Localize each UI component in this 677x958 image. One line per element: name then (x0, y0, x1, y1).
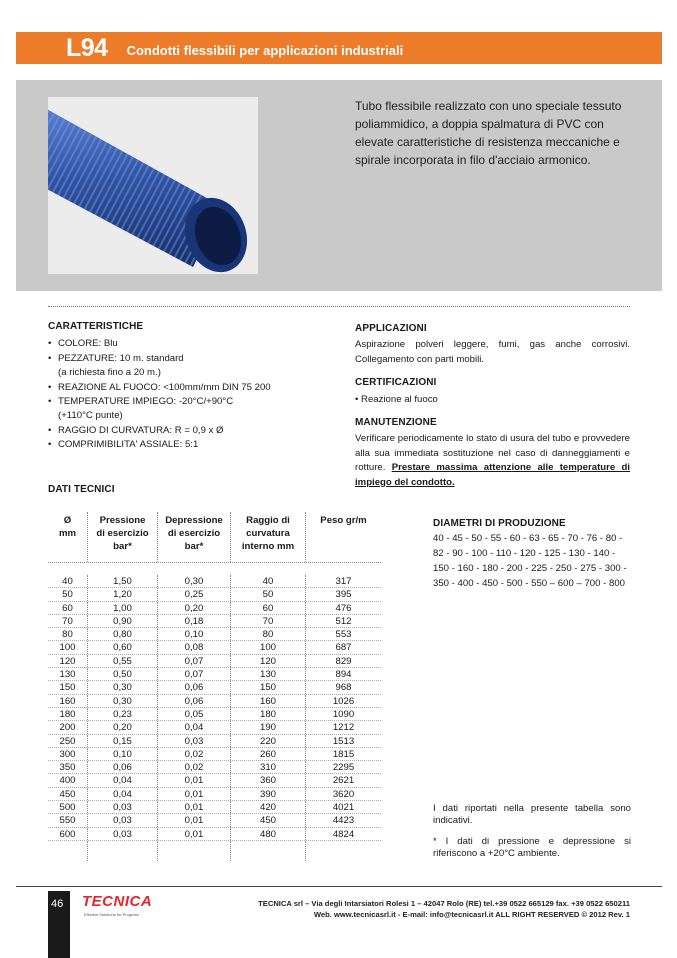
list-item: • PEZZATURE: 10 m. standard (a richiesta fino a 20 m.) (48, 352, 308, 381)
table-cell: 150 (48, 681, 88, 693)
intro-panel (16, 80, 662, 291)
table-cell: 1090 (332, 708, 355, 720)
footer-divider (16, 886, 662, 887)
table-body (48, 563, 381, 841)
table-cell: 0,06 (158, 695, 231, 707)
table-row (48, 602, 381, 615)
info-section (355, 322, 630, 499)
table-row (48, 588, 381, 601)
applicazioni-title: APPLICAZIONI (355, 323, 427, 334)
table-cell: 40 (231, 575, 306, 587)
note-pressione: * I dati di pressione e depressione si riferiscono a +20°C ambiente. (433, 836, 631, 859)
table-cell: 894 (335, 669, 352, 681)
table-cell: 310 (231, 761, 306, 773)
table-cell: 0,08 (158, 641, 231, 653)
footer-web: Web. www.tecnicasrl.it - E-mail: info@tecnicasrl.it ALL RIGHT RESERVED © 2012 Rev. 1 (313, 910, 630, 919)
certificazioni-block (355, 376, 630, 407)
table-cell: 476 (335, 602, 352, 614)
caratteristiche-section (48, 320, 308, 453)
table-cell: 0,07 (158, 668, 231, 680)
table-cell: 160 (48, 695, 88, 707)
table-cell: 350 (48, 761, 88, 773)
table-cell: 0,02 (158, 761, 231, 773)
table-row (48, 668, 381, 681)
table-cell: 120 (231, 655, 306, 667)
table-cell: 360 (231, 774, 306, 786)
caratteristiche-title: CARATTERISTICHE (48, 321, 144, 332)
table-cell: 300 (48, 748, 88, 760)
table-cell: 0,20 (158, 602, 231, 614)
table-cell: 550 (48, 814, 88, 826)
hose-image (48, 97, 258, 274)
table-cell: 1,00 (88, 602, 158, 614)
table-cell: 0,18 (158, 615, 231, 627)
table-cell: 687 (335, 642, 352, 654)
divider (48, 306, 630, 307)
table-cell: 0,03 (158, 735, 231, 747)
table-cell: 420 (231, 801, 306, 813)
table-cell: 0,01 (158, 814, 231, 826)
table-cell: 150 (231, 681, 306, 693)
table-cell: 250 (48, 735, 88, 747)
manutenzione-text: Verificare periodicamente lo stato di usura del tubo e provvedere alla sua immediata sostituzione nel caso di danneggiamenti e rotture. Prestare massima attenzione alle temperature di impiego del condotto. (355, 433, 631, 488)
table-cell: 1815 (332, 748, 355, 760)
table-cell: 0,03 (88, 801, 158, 813)
table-cell: 450 (48, 788, 88, 800)
table-cell: 70 (48, 615, 88, 627)
table-cell: 1026 (332, 695, 355, 707)
brand-logo: TECNICA (82, 893, 153, 910)
table-row (48, 655, 381, 668)
table-cell: 0,02 (158, 748, 231, 760)
table-row (48, 641, 381, 654)
manutenzione-title: MANUTENZIONE (355, 417, 437, 429)
table-cell: 0,03 (88, 828, 158, 840)
list-item: • COLORE: Blu (48, 337, 308, 351)
table-cell: 0,04 (158, 721, 231, 733)
table-cell: 0,06 (158, 681, 231, 693)
table-cell: 2295 (332, 762, 355, 774)
table-cell: 0,10 (158, 628, 231, 640)
caratteristiche-list (48, 337, 308, 452)
footer-address: TECNICA srl – Via degli Intarsiatori Rolesi 1 – 42047 Rolo (RE) tel.+39 0522 665129 fax. +39 0522 650211 (258, 899, 630, 908)
table-cell: 317 (335, 576, 352, 587)
table-footer (48, 841, 381, 861)
table-cell: 100 (48, 641, 88, 653)
product-description: Tubo flessibile realizzato con uno speciale tessuto poliammidico, a doppia spalmatura di PVC con elevate caratteristiche di resistenza meccaniche e spirale incorporata in filo d'acciaio armonico. (355, 99, 622, 167)
dati-tecnici-title: DATI TECNICI (48, 484, 115, 495)
table-cell: 0,01 (158, 788, 231, 800)
table-cell: 80 (48, 628, 88, 640)
table-header (48, 512, 381, 563)
table-cell: 0,05 (158, 708, 231, 720)
table-cell: 395 (335, 589, 352, 601)
table-cell: 4423 (332, 815, 355, 827)
table-row (48, 681, 381, 694)
header-raggio: Raggio di curvatura interno mm (231, 512, 306, 562)
table-row (48, 735, 381, 748)
table-cell: 80 (231, 628, 306, 640)
table-cell: 100 (231, 641, 306, 653)
header-depressione: Depressione di esercizio bar* (158, 512, 231, 562)
table-cell: 0,25 (158, 588, 231, 600)
table-cell: 480 (231, 828, 306, 840)
table-row (48, 575, 381, 588)
list-item: • TEMPERATURE IMPIEGO: -20°C/+90°C (+110°C punte) (48, 395, 308, 424)
table-cell: 2621 (332, 775, 355, 787)
table-cell: 1,50 (88, 575, 158, 587)
applicazioni-block (355, 322, 630, 367)
table-cell: 0,80 (88, 628, 158, 640)
list-item: • RAGGIO DI CURVATURA: R = 0,9 x Ø (48, 424, 308, 438)
brand-tagline: Efficient Solutions for Progress (84, 912, 139, 917)
table-cell: 0,30 (88, 681, 158, 693)
table-cell: 130 (48, 668, 88, 680)
manutenzione-block (355, 416, 630, 490)
manutenzione-warning: Prestare massima attenzione alle temperature di impiego del condotto. (355, 462, 631, 488)
table-cell: 512 (335, 615, 352, 627)
table-row (48, 721, 381, 734)
table-cell: 50 (48, 588, 88, 600)
table-cell: 60 (231, 602, 306, 614)
table-row (48, 615, 381, 628)
table-cell: 4824 (332, 828, 355, 840)
applicazioni-text: Aspirazione polveri leggere, fumi, gas anche corrosivi. Collegamento con parti mobili. (355, 339, 630, 365)
table-cell: 260 (231, 748, 306, 760)
table-cell: 0,15 (88, 735, 158, 747)
notes (433, 803, 631, 869)
table-row (48, 814, 381, 827)
table-cell: 0,06 (88, 761, 158, 773)
table-row (48, 828, 381, 841)
table-row (48, 788, 381, 801)
table-row (48, 801, 381, 814)
table-cell: 180 (231, 708, 306, 720)
table-cell: 0,01 (158, 801, 231, 813)
table-cell: 0,20 (88, 721, 158, 733)
hose-photo (48, 97, 258, 274)
table-cell: 40 (48, 575, 88, 587)
title-bar (16, 32, 662, 64)
table-row (48, 628, 381, 641)
table-cell: 0,03 (88, 814, 158, 826)
certificazioni-title: CERTIFICAZIONI (355, 377, 437, 389)
table-cell: 60 (48, 602, 88, 614)
diametri-title: DIAMETRI DI PRODUZIONE (433, 518, 566, 529)
list-item: • REAZIONE AL FUOCO: <100mm/mm DIN 75 200 (48, 381, 308, 395)
product-code: L94 (66, 33, 108, 62)
table-row (48, 695, 381, 708)
table-cell: 829 (335, 655, 352, 667)
table-cell: 0,04 (88, 788, 158, 800)
table-cell: 0,01 (158, 828, 231, 840)
header-peso: Peso gr/m (320, 515, 367, 526)
note-indicativi: I dati riportati nella presente tabella sono indicativi. (433, 803, 631, 826)
list-item: • COMPRIMIBILITA' ASSIALE: 5:1 (48, 438, 308, 452)
table-cell: 0,04 (88, 774, 158, 786)
table-cell: 0,23 (88, 708, 158, 720)
table-cell: 600 (48, 828, 88, 840)
table-cell: 190 (231, 721, 306, 733)
table-cell: 0,01 (158, 774, 231, 786)
table-cell: 4021 (332, 802, 355, 814)
diametri-list: 40 - 45 - 50 - 55 - 60 - 63 - 65 - 70 - 76 - 80 - 82 - 90 - 100 - 110 - 120 - 125 - 130 - 140 - 150 - 160 - 180 - 200 - 225 - 250 - 275 - 300 - 350 - 400 - 450 - 500 - 550 – 600 – 700 - 800 (433, 533, 627, 589)
table-cell: 180 (48, 708, 88, 720)
table-cell: 1513 (332, 735, 355, 747)
table-row (48, 748, 381, 761)
header-diameter: Ø mm (48, 512, 88, 562)
table-cell: 0,10 (88, 748, 158, 760)
page-number: 46 (51, 898, 64, 910)
table-cell: 200 (48, 721, 88, 733)
table-cell: 968 (335, 682, 352, 694)
table-cell: 120 (48, 655, 88, 667)
table-cell: 0,55 (88, 655, 158, 667)
header-pressione: Pressione di esercizio bar* (88, 512, 158, 562)
table-cell: 0,30 (158, 575, 231, 587)
table-cell: 0,30 (88, 695, 158, 707)
table-cell: 50 (231, 588, 306, 600)
table-row (48, 708, 381, 721)
footer-contacts (180, 898, 630, 920)
table-cell: 220 (231, 735, 306, 747)
table-cell: 3620 (332, 788, 355, 800)
table-row (48, 761, 381, 774)
diametri-section (433, 516, 633, 591)
table-cell: 160 (231, 695, 306, 707)
product-subtitle: Condotti flessibili per applicazioni industriali (126, 43, 404, 58)
table-cell: 1,20 (88, 588, 158, 600)
table-cell: 130 (231, 668, 306, 680)
table-row (48, 774, 381, 787)
table-cell: 70 (231, 615, 306, 627)
table-cell: 0,50 (88, 668, 158, 680)
dati-tecnici-table (48, 512, 381, 861)
table-cell: 0,07 (158, 655, 231, 667)
certificazioni-text: • Reazione al fuoco (355, 393, 438, 405)
table-cell: 0,90 (88, 615, 158, 627)
table-cell: 390 (231, 788, 306, 800)
table-cell: 0,60 (88, 641, 158, 653)
table-cell: 400 (48, 774, 88, 786)
table-cell: 450 (231, 814, 306, 826)
table-cell: 553 (335, 629, 352, 641)
table-cell: 1212 (332, 722, 355, 734)
table-cell: 500 (48, 801, 88, 813)
